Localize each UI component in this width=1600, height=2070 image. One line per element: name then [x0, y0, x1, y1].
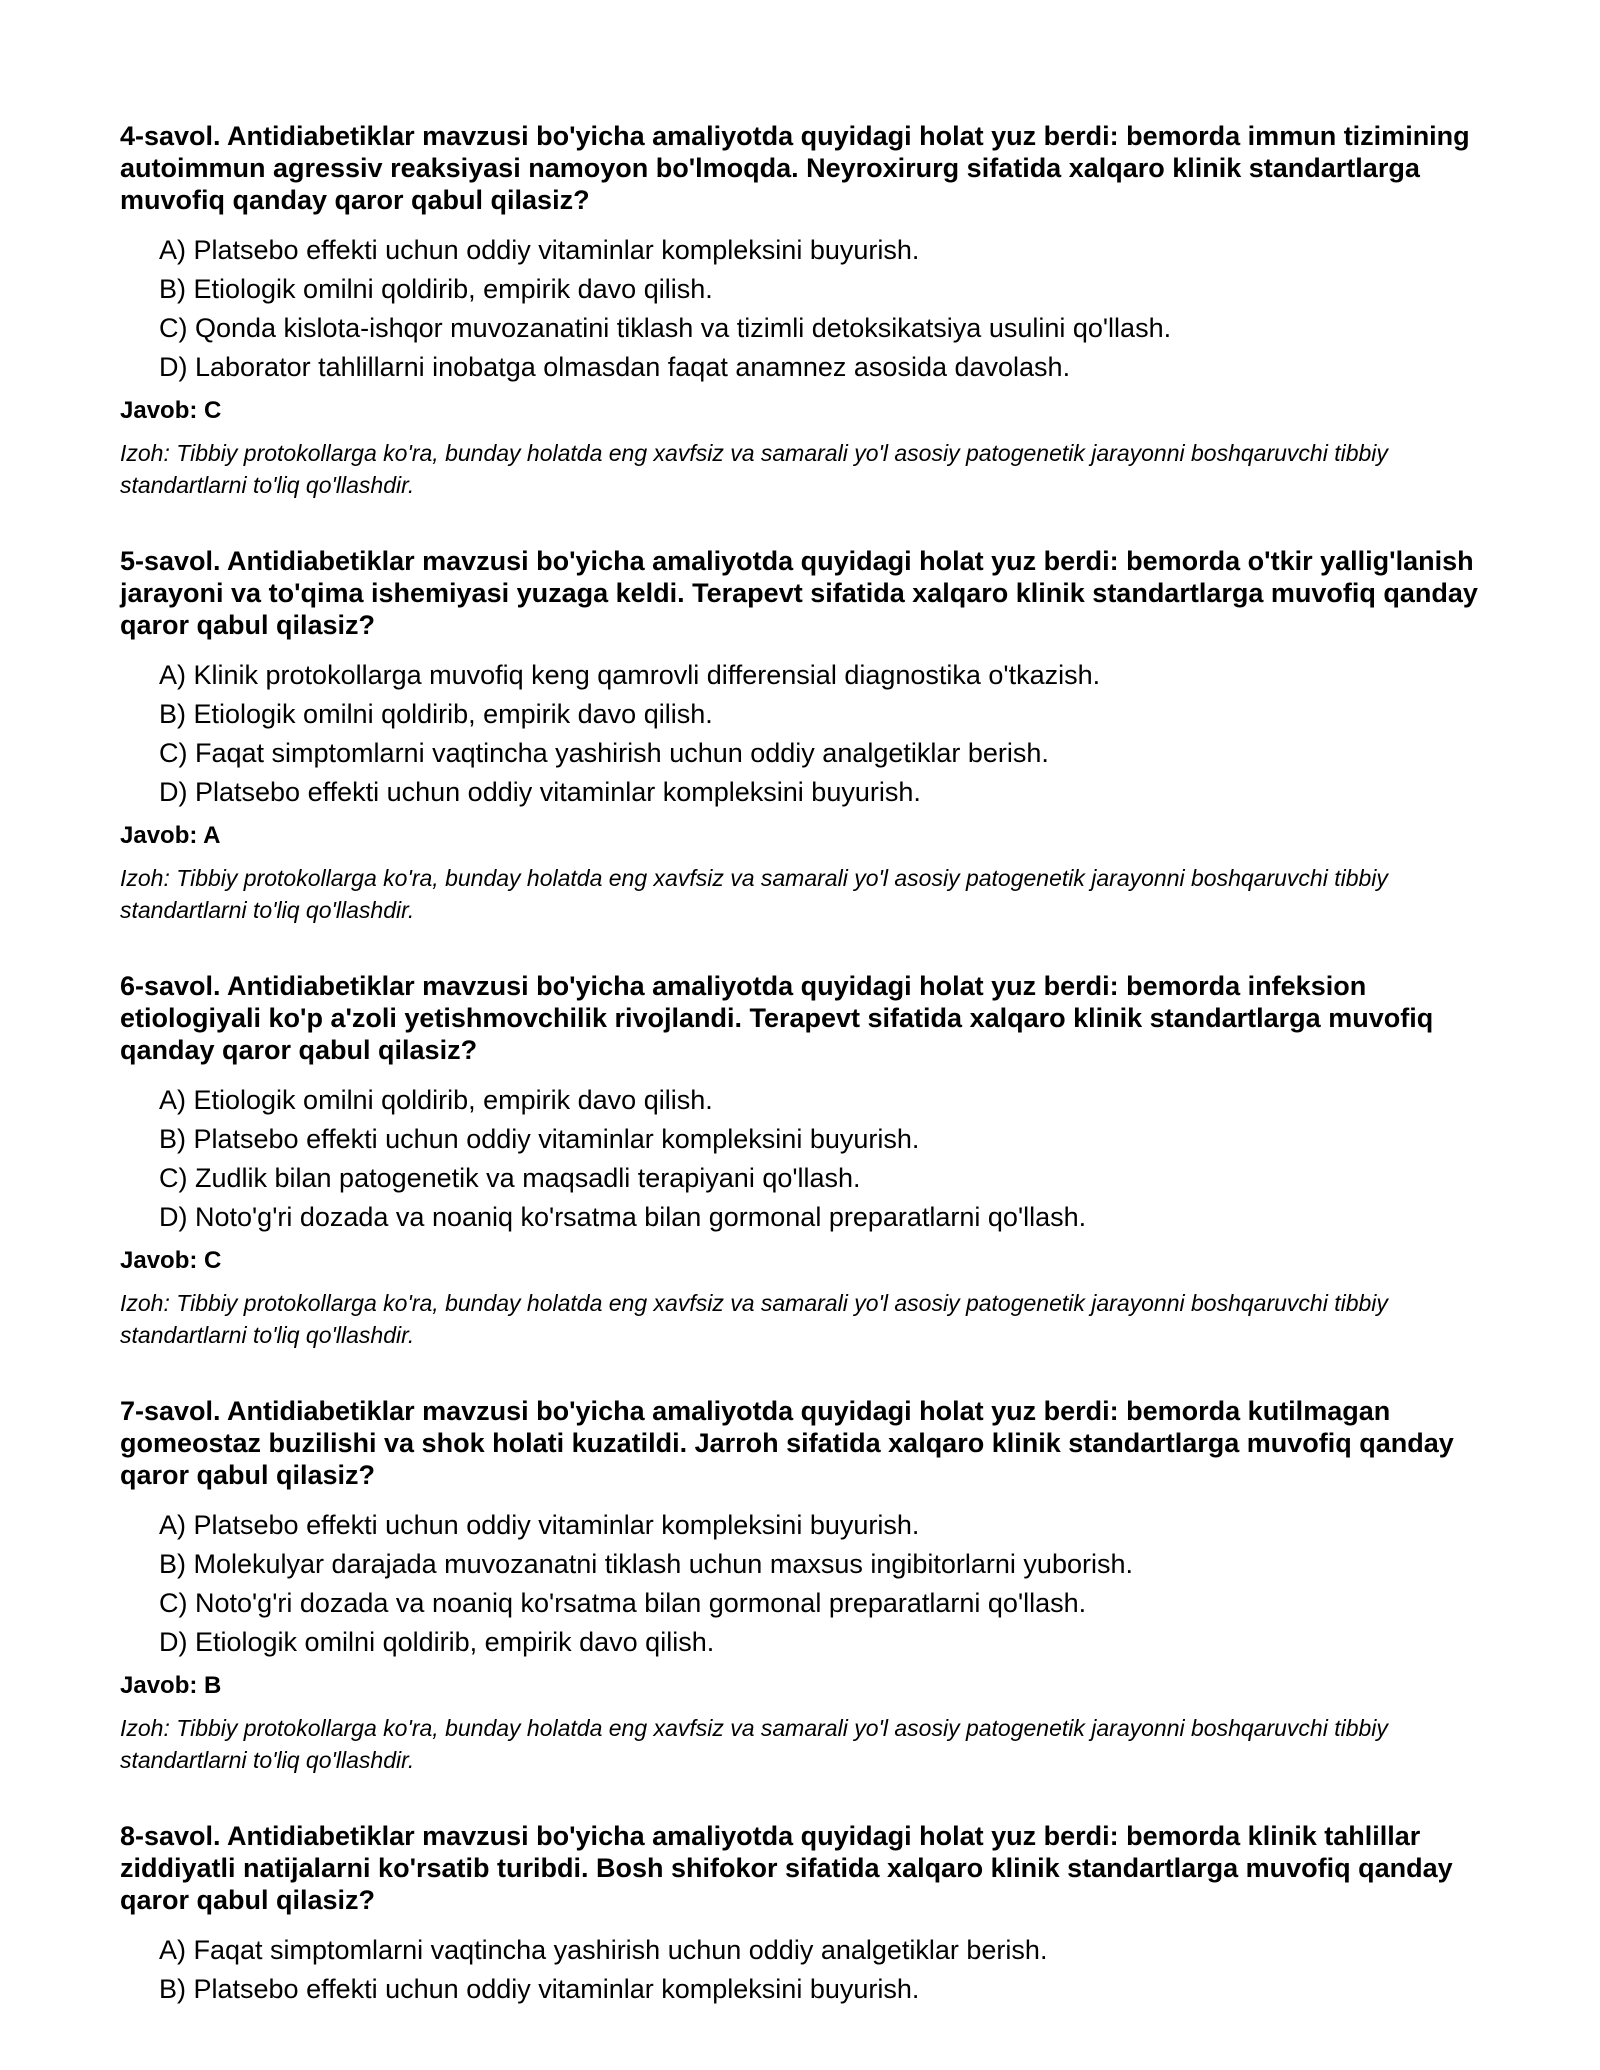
- option-b: B) Etiologik omilni qoldirib, empirik davo qilish.: [159, 274, 713, 304]
- spacer: [120, 501, 1490, 545]
- explanation-text: Izoh: Tibbiy protokollarga ko'ra, bunday holatda eng xavfsiz va samarali yo'l asosiy patogenetik jarayonni boshqaruvchi tibbiy standartlarni to'liq qo'llashdir.: [120, 1290, 1388, 1348]
- option-d: D) Platsebo effekti uchun oddiy vitaminlar kompleksini buyurish.: [159, 777, 921, 807]
- option-b: B) Platsebo effekti uchun oddiy vitaminlar kompleksini buyurish.: [159, 1124, 920, 1154]
- answer-label: Javob: C: [120, 397, 222, 424]
- question-text: 6-savol. Antidiabetiklar mavzusi bo'yicha amaliyotda quyidagi holat yuz berdi: bemorda infeksion etiologiyali ko'p a'zoli yetishmovchilik rivojlandi. Terapevt sifatida xalqaro klinik standartlarga muvofiq qanday qaror qabul qilasiz?: [120, 971, 1434, 1065]
- option-b: B) Molekulyar darajada muvozanatni tiklash uchun maxsus ingibitorlarni yuborish.: [159, 1549, 1133, 1579]
- option-b: B) Platsebo effekti uchun oddiy vitaminlar kompleksini buyurish.: [159, 1974, 920, 2004]
- answer-label: Javob: B: [120, 1672, 222, 1699]
- option-a: A) Etiologik omilni qoldirib, empirik davo qilish.: [159, 1085, 713, 1115]
- option-list: [120, 1931, 1490, 2009]
- explanation-text: Izoh: Tibbiy protokollarga ko'ra, bunday holatda eng xavfsiz va samarali yo'l asosiy patogenetik jarayonni boshqaruvchi tibbiy standartlarni to'liq qo'llashdir.: [120, 1715, 1388, 1773]
- question-block: [120, 970, 1490, 1351]
- option-a: A) Platsebo effekti uchun oddiy vitaminlar kompleksini buyurish.: [159, 1510, 920, 1540]
- option-list: [120, 1081, 1490, 1237]
- question-text: 5-savol. Antidiabetiklar mavzusi bo'yicha amaliyotda quyidagi holat yuz berdi: bemorda o'tkir yallig'lanish jarayoni va to'qima ishemiyasi yuzaga keldi. Terapevt sifatida xalqaro klinik standartlarga muvofiq qanday qaror qabul qilasiz?: [120, 546, 1478, 640]
- question-text: 4-savol. Antidiabetiklar mavzusi bo'yicha amaliyotda quyidagi holat yuz berdi: bemorda immun tizimining autoimmun agressiv reaksiyasi namoyon bo'lmoqda. Neyroxirurg sifatida xalqaro klinik standartlarga muvofiq qanday qaror qabul qilasiz?: [120, 121, 1470, 215]
- question-block: [120, 545, 1490, 926]
- option-list: [120, 231, 1490, 387]
- option-d: D) Etiologik omilni qoldirib, empirik davo qilish.: [159, 1627, 715, 1657]
- option-a: A) Platsebo effekti uchun oddiy vitaminlar kompleksini buyurish.: [159, 235, 920, 265]
- option-list: [120, 656, 1490, 812]
- question-text: 7-savol. Antidiabetiklar mavzusi bo'yicha amaliyotda quyidagi holat yuz berdi: bemorda kutilmagan gomeostaz buzilishi va shok holati kuzatildi. Jarroh sifatida xalqaro klinik standartlarga muvofiq qanday qaror qabul qilasiz?: [120, 1396, 1454, 1490]
- question-block: [120, 1820, 1490, 2009]
- option-a: A) Klinik protokollarga muvofiq keng qamrovli differensial diagnostika o'tkazish.: [159, 660, 1101, 690]
- option-d: D) Noto'g'ri dozada va noaniq ko'rsatma bilan gormonal preparatlarni qo'llash.: [159, 1202, 1087, 1232]
- spacer: [120, 1351, 1490, 1395]
- option-c: C) Qonda kislota-ishqor muvozanatini tiklash va tizimli detoksikatsiya usulini qo'llash.: [159, 313, 1172, 343]
- option-d: D) Laborator tahlillarni inobatga olmasdan faqat anamnez asosida davolash.: [159, 352, 1071, 382]
- explanation-text: Izoh: Tibbiy protokollarga ko'ra, bunday holatda eng xavfsiz va samarali yo'l asosiy patogenetik jarayonni boshqaruvchi tibbiy standartlarni to'liq qo'llashdir.: [120, 865, 1388, 923]
- question-block: [120, 120, 1490, 501]
- answer-label: Javob: A: [120, 822, 221, 849]
- option-b: B) Etiologik omilni qoldirib, empirik davo qilish.: [159, 699, 713, 729]
- option-a: A) Faqat simptomlarni vaqtincha yashirish uchun oddiy analgetiklar berish.: [159, 1935, 1048, 1965]
- option-c: C) Zudlik bilan patogenetik va maqsadli terapiyani qo'llash.: [159, 1163, 861, 1193]
- question-text: 8-savol. Antidiabetiklar mavzusi bo'yicha amaliyotda quyidagi holat yuz berdi: bemorda klinik tahlillar ziddiyatli natijalarni ko'rsatib turibdi. Bosh shifokor sifatida xalqaro klinik standartlarga muvofiq qanday qaror qabul qilasiz?: [120, 1821, 1453, 1915]
- question-block: [120, 1395, 1490, 1776]
- option-c: C) Noto'g'ri dozada va noaniq ko'rsatma bilan gormonal preparatlarni qo'llash.: [159, 1588, 1087, 1618]
- option-list: [120, 1506, 1490, 1662]
- answer-label: Javob: C: [120, 1247, 222, 1274]
- option-c: C) Faqat simptomlarni vaqtincha yashirish uchun oddiy analgetiklar berish.: [159, 738, 1049, 768]
- explanation-text: Izoh: Tibbiy protokollarga ko'ra, bunday holatda eng xavfsiz va samarali yo'l asosiy patogenetik jarayonni boshqaruvchi tibbiy standartlarni to'liq qo'llashdir.: [120, 440, 1388, 498]
- document-page: [120, 120, 1490, 2009]
- spacer: [120, 1776, 1490, 1820]
- spacer: [120, 926, 1490, 970]
